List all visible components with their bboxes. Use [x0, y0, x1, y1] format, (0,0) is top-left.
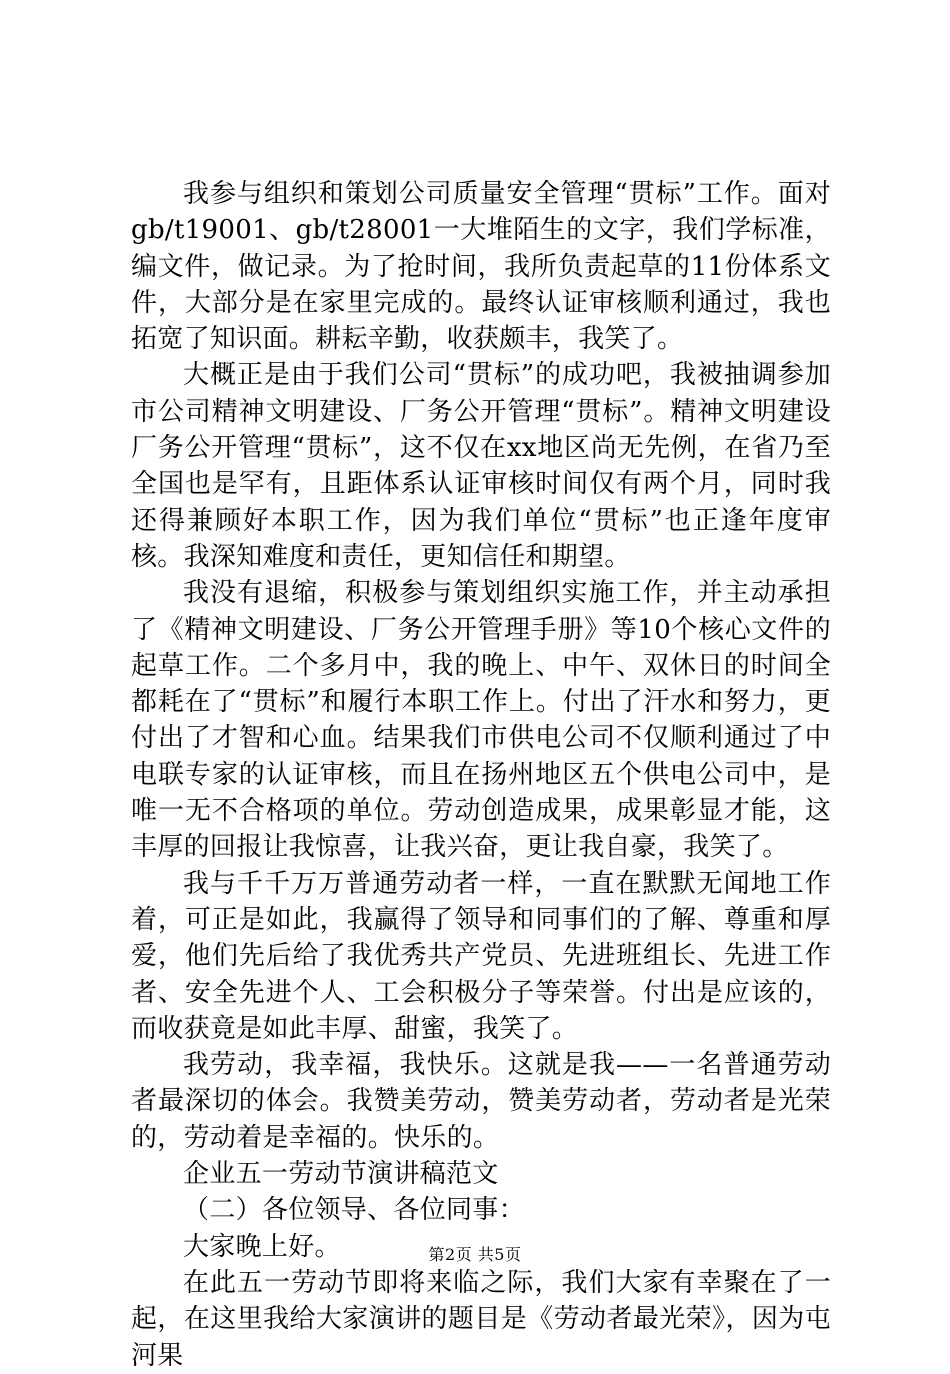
- paragraph-1: 我参与组织和策划公司质量安全管理“贯标”工作。面对gb/t19001、gb/t28001一大堆陌生的文字，我们学标准，编文件，做记录。为了抢时间，我所负责起草的11份体系文件，大部分是在家里完成的。最终认证审核顺利通过，我也拓宽了知识面。耕耘辛勤，收获颇丰，我笑了。: [131, 179, 831, 355]
- paragraph-4: 我与千千万万普通劳动者一样，一直在默默无闻地工作着，可正是如此，我赢得了领导和同事们的了解、尊重和厚爱，他们先后给了我优秀共产党员、先进班组长、先进工作者、安全先进个人、工会积极分子等荣誉。付出是应该的，而收获竟是如此丰厚、甜蜜，我笑了。: [131, 868, 831, 1044]
- paragraph-2: 大概正是由于我们公司“贯标”的成功吧，我被抽调参加市公司精神文明建设、厂务公开管理“贯标”。精神文明建设厂务公开管理“贯标”，这不仅在xx地区尚无先例，在省乃至全国也是罕有，且距体系认证审核时间仅有两个月，同时我还得兼顾好本职工作，因为我们单位“贯标”也正逢年度审核。我深知难度和责任，更知信任和期望。: [131, 360, 831, 572]
- salutation: （二）各位领导、各位同事：: [183, 1195, 525, 1226]
- paragraph-3: 我没有退缩，积极参与策划组织实施工作，并主动承担了《精神文明建设、厂务公开管理手册》等10个核心文件的起草工作。二个多月中，我的晚上、中午、双休日的时间全都耗在了“贯标”和履行本职工作上。付出了汗水和努力，更付出了才智和心血。结果我们市供电公司不仅顺利通过了中电联专家的认证审核，而且在扬州地区五个供电公司中，是唯一无不合格项的单位。劳动创造成果，成果彰显才能，这丰厚的回报让我惊喜，让我兴奋，更让我自豪，我笑了。: [131, 578, 831, 863]
- document-body: [131, 176, 831, 1374]
- page-number-footer: 第2页 共5页: [428, 1245, 522, 1264]
- greeting: 大家晚上好。: [183, 1231, 341, 1262]
- paragraph-opening: 在此五一劳动节即将来临之际，我们大家有幸聚在了一起，在这里我给大家演讲的题目是《劳动者最光荣》，因为屯河果: [131, 1267, 831, 1371]
- section-title: 企业五一劳动节演讲稿范文: [183, 1159, 499, 1190]
- paragraph-5: 我劳动，我幸福，我快乐。这就是我——一名普通劳动者最深切的体会。我赞美劳动，赞美劳动者，劳动者是光荣的，劳动着是幸福的。快乐的。: [131, 1050, 831, 1153]
